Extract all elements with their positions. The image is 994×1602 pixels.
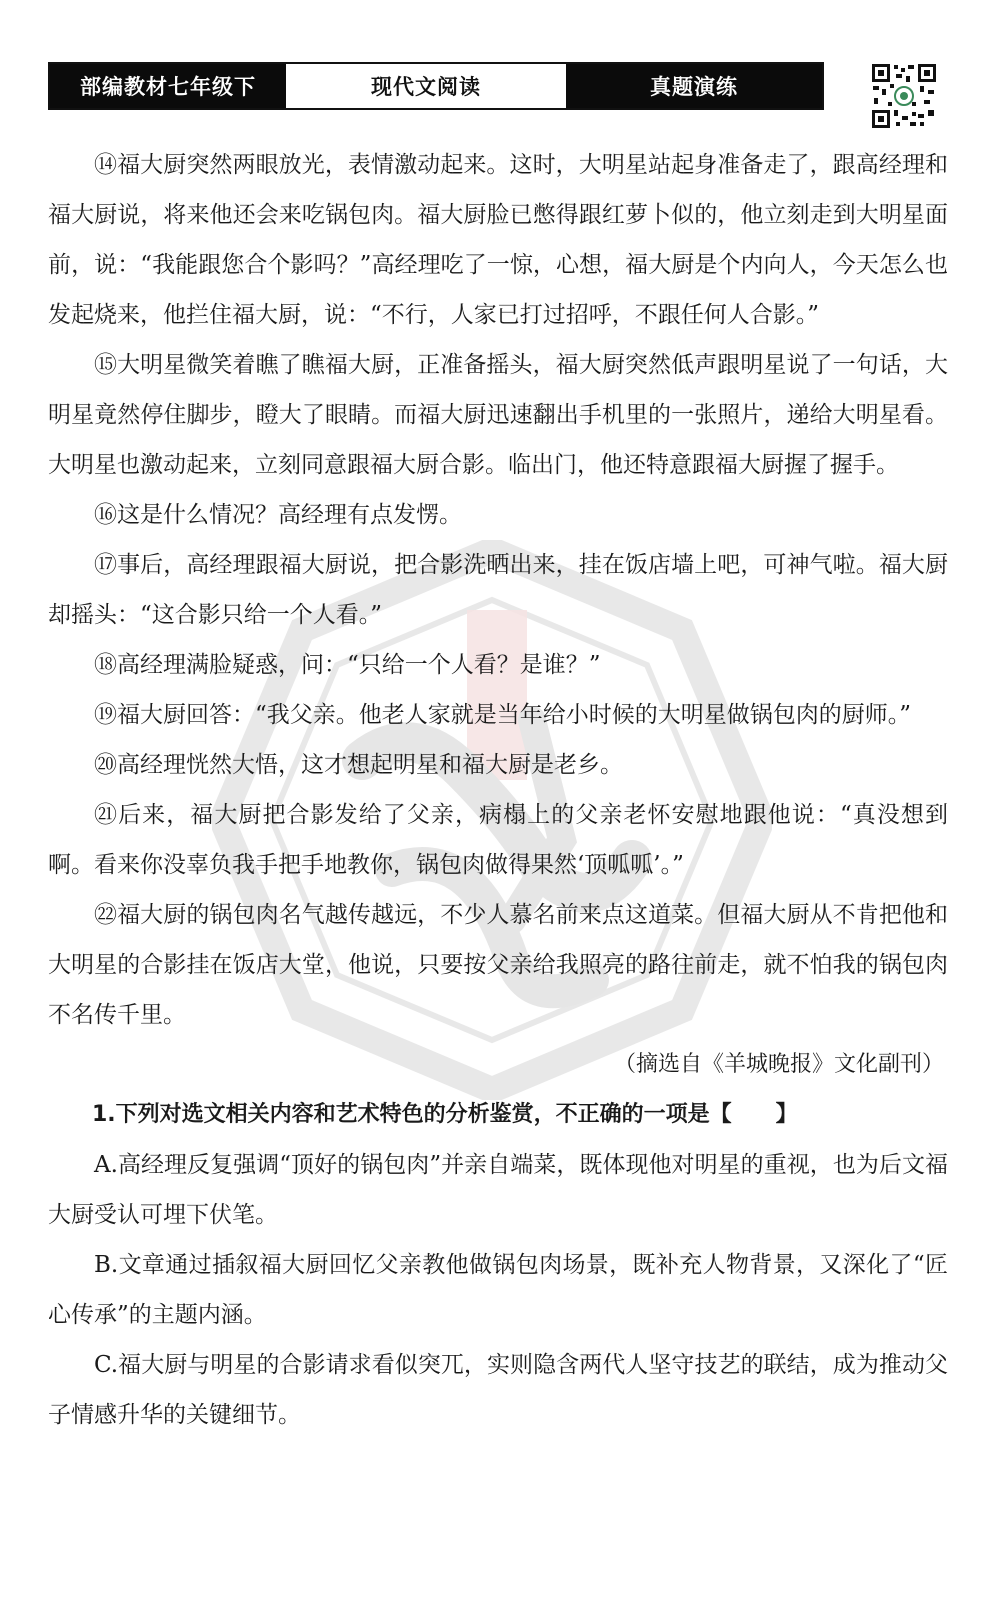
source-citation: （摘选自《羊城晚报》文化副刊） xyxy=(613,1052,944,1077)
option-a: A.高经理反复强调“顶好的锅包肉”并亲自端菜，既体现他对明星的重视，也为后文福大厨受认可埋下伏笔。 xyxy=(48,1152,948,1228)
paragraph-21: ㉑后来，福大厨把合影发给了父亲，病榻上的父亲老怀安慰地跟他说：“真没想到啊。看来你没辜负我手把手地教你，锅包肉做得果然‘顶呱呱’。” xyxy=(48,802,948,878)
paragraph-20: ⑳高经理恍然大悟，这才想起明星和福大厨是老乡。 xyxy=(94,752,623,778)
option-c: C.福大厨与明星的合影请求看似突兀，实则隐含两代人坚守技艺的联结，成为推动父子情感升华的关键细节。 xyxy=(48,1352,948,1428)
paragraph-17: ⑰事后，高经理跟福大厨说，把合影洗晒出来，挂在饭店墙上吧，可神气啦。福大厨却摇头：“这合影只给一个人看。” xyxy=(48,552,948,628)
paragraph-14: ⑭福大厨突然两眼放光，表情激动起来。这时，大明星站起身准备走了，跟高经理和福大厨说，将来他还会来吃锅包肉。福大厨脸已憋得跟红萝卜似的，他立刻走到大明星面前，说：“我能跟您合个影吗？”高经理吃了一惊，心想，福大厨是个内向人，今天怎么也发起烧来，他拦住福大厨，说：“不行，人家已打过招呼，不跟任何人合影。” xyxy=(48,152,948,328)
reading-content xyxy=(48,140,948,1440)
paragraph-16: ⑯这是什么情况？高经理有点发愣。 xyxy=(94,502,462,528)
header-bar xyxy=(48,62,824,110)
qr-code-icon xyxy=(870,62,938,130)
paragraph-19: ⑲福大厨回答：“我父亲。他老人家就是当年给小时候的大明星做锅包肉的厨师。” xyxy=(94,702,912,728)
header-section-label: 现代文阅读 xyxy=(286,64,566,108)
paragraph-15: ⑮大明星微笑着瞧了瞧福大厨，正准备摇头，福大厨突然低声跟明星说了一句话，大明星竟然停住脚步，瞪大了眼睛。而福大厨迅速翻出手机里的一张照片，递给大明星看。大明星也激动起来，立刻同意跟福大厨合影。临出门，他还特意跟福大厨握了握手。 xyxy=(48,352,948,478)
option-b: B.文章通过插叙福大厨回忆父亲教他做锅包肉场景，既补充人物背景，又深化了“匠心传承”的主题内涵。 xyxy=(48,1252,948,1328)
header-practice-label: 真题演练 xyxy=(566,64,822,108)
header-textbook-label: 部编教材七年级下 xyxy=(50,64,286,108)
paragraph-22: ㉒福大厨的锅包肉名气越传越远，不少人慕名前来点这道菜。但福大厨从不肯把他和大明星的合影挂在饭店大堂，他说，只要按父亲给我照亮的路往前走，就不怕我的锅包肉不名传千里。 xyxy=(48,902,948,1028)
paragraph-18: ⑱高经理满脸疑惑，问：“只给一个人看？是谁？” xyxy=(94,652,601,678)
question-stem: 1.下列对选文相关内容和艺术特色的分析鉴赏，不正确的一项是【 】 xyxy=(92,1102,798,1127)
